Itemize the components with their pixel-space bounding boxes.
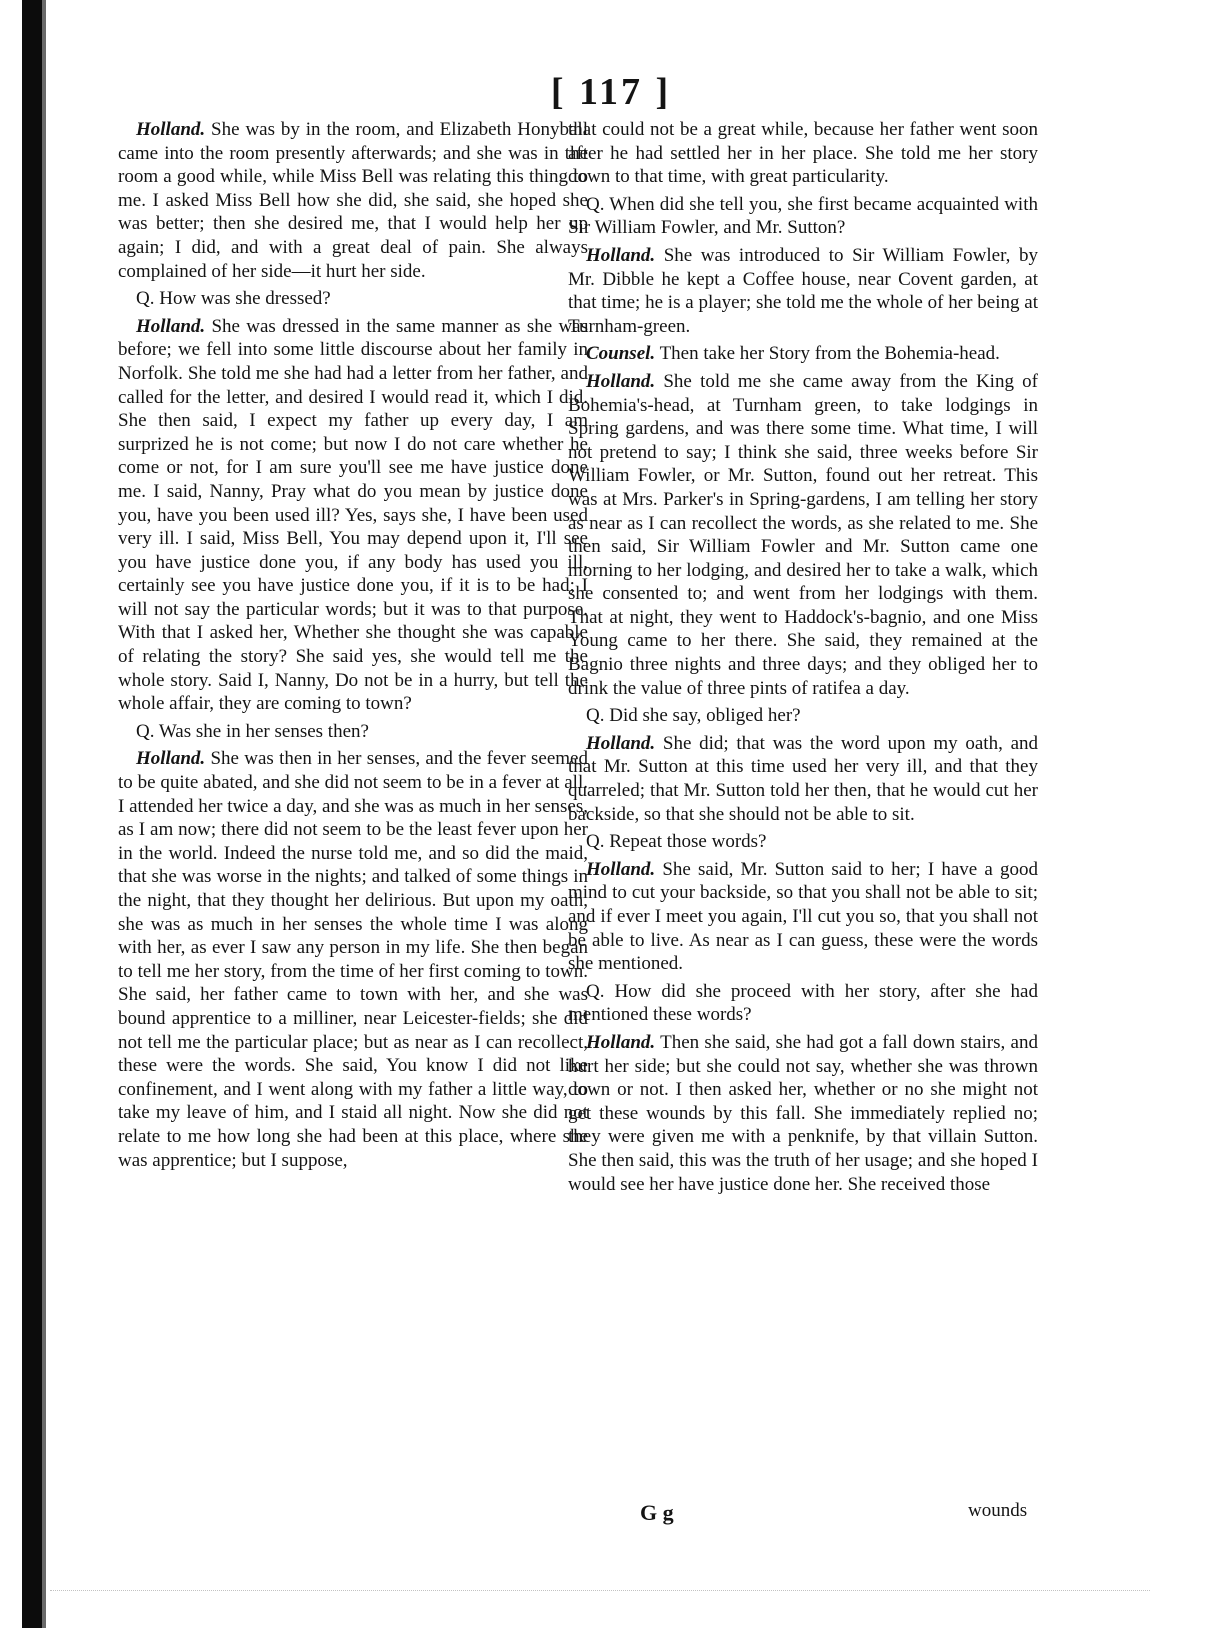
paragraph: Q. Repeat those words?: [586, 831, 767, 853]
paragraph: Holland. She told me she came away from the King of Bohemia's-head, at Turnham green, to take lodgings in Spring gardens, and was there some time. What time, I will not pretend to say; I think she said, three weeks before Sir William Fowler, or Mr. Sutton, found out her retreat. This was at Mrs. Parker's in Spring-gardens, I am telling her story as near as I can recollect the words, as she related to me. She then said, Sir William Fowler and Mr. Sutton came one morning to her lodging, and desired her to take a walk, which she consented to; and went from her lodgings with them. That at night, they went to Haddock's-bagnio, and one Miss Young came to her there. She said, they remained at the Bagnio three nights and three days; and they obliged her to drink the value of three pints of ratifea a day.: [568, 370, 1038, 699]
paragraph: Q. How was she dressed?: [136, 288, 331, 310]
paragraph: Counsel. Then take her Story from the Bohemia-head.: [586, 343, 1000, 365]
paragraph: Q. How did she proceed with her story, after she had mentioned these words?: [568, 980, 1038, 1026]
scan-noise: [50, 1590, 1150, 1593]
paragraph: Q. Was she in her senses then?: [136, 720, 369, 742]
paragraph: that could not be a great while, because her father went soon after he had settled her in her place. She told me her story down to that time, with great particularity.: [568, 119, 1038, 188]
paragraph: Q. Did she say, obliged her?: [586, 705, 801, 727]
scan-binding-shadow: [22, 0, 42, 1628]
signature-mark: G g: [640, 1500, 674, 1525]
paragraph: Holland. She was by in the room, and Elizabeth Honyball came into the room presently afterwards; and she was in the room a good while, while Miss Bell was relating this thing to me. I asked Miss Bell how she did, she said, she hoped she was better; then she desired me, that I would help her up again; I did, and with a great deal of pain. She always complained of her side—it hurt her side.: [118, 119, 588, 282]
page-number: [ 117 ]: [550, 71, 672, 113]
paragraph: Holland. She did; that was the word upon my oath, and that Mr. Sutton at this time used her very ill, and that they quarreled; that Mr. Sutton told her then, that he would cut her backside, so that she should not be able to sit.: [568, 732, 1038, 825]
right-column: [568, 118, 1038, 1200]
scan-binding-edge: [42, 0, 46, 1628]
paragraph: Holland. She said, Mr. Sutton said to her; I have a good mind to cut your backside, so that you shall not be able to sit; and if ever I meet you again, I'll cut you so, that you shall not be able to live. As near as I can guess, these were the words she mentioned.: [568, 858, 1038, 975]
left-column: [118, 118, 588, 1176]
paragraph: Holland. Then she said, she had got a fall down stairs, and hurt her side; but she could not say, whether she was thrown down or not. I then asked her, whether or no she might not get these wounds by this fall. She immediately replied no; they were given me with a penknife, by that villain Sutton. She then said, this was the truth of her usage; and she hoped I would see her have justice done her. She received those: [568, 1031, 1038, 1195]
catchword: wounds: [968, 1500, 1028, 1521]
paragraph: Q. When did she tell you, she first became acquainted with Sir William Fowler, and Mr. Sutton?: [568, 193, 1038, 239]
paragraph: Holland. She was dressed in the same manner as she was before; we fell into some little discourse about her family in Norfolk. She told me she had had a letter from her father, and called for the letter, and desired I would read it, which I did. She then said, I expect my father up every day, I am surprized he is not come; but now I do not care whether he come or not, for I am sure you'll see me have justice done me. I said, Nanny, Pray what do you mean by justice done you, have you been used ill? Yes, says she, I have been used very ill. I said, Miss Bell, You may depend upon it, I'll see you have justice done you, if any body has used you ill, certainly see you have justice done you, if it is to be had; I will not say the particular words; but it was to that purpose. With that I asked her, Whether she thought she was capable of relating the story? She said yes, she would tell me the whole story. Said I, Nanny, Do not be in a hurry, but tell the whole affair, they are coming to town?: [118, 315, 588, 715]
paragraph: Holland. She was then in her senses, and the fever seemed to be quite abated, and she did not seem to be in a fever at all. I attended her twice a day, and she was as much in her senses, as I am now; there did not seem to be the least fever upon her in the world. Indeed the nurse told me, and so did the maid, that she was worse in the nights; and talked of some things in the night, that they thought her delirious. But upon my oath, she was as much in her senses the whole time I was along with her, as ever I saw any person in my life. She then began to tell me her story, from the time of her first coming to town. She said, her father came to town with her, and she was bound apprentice to a milliner, near Leicester-fields; she did not tell me the particular place; but as near as I can recollect, these were the words. She said, You know I did not like confinement, and I went along with my father a little way, to take my leave of him, and I staid all night. Now she did not relate to me how long she had been at this place, where she was apprentice; but I suppose,: [118, 748, 588, 1171]
paragraph: Holland. She was introduced to Sir William Fowler, by Mr. Dibble he kept a Coffee house, near Covent garden, at that time; he is a player; she told me the whole of her being at Turnham-green.: [568, 244, 1038, 337]
